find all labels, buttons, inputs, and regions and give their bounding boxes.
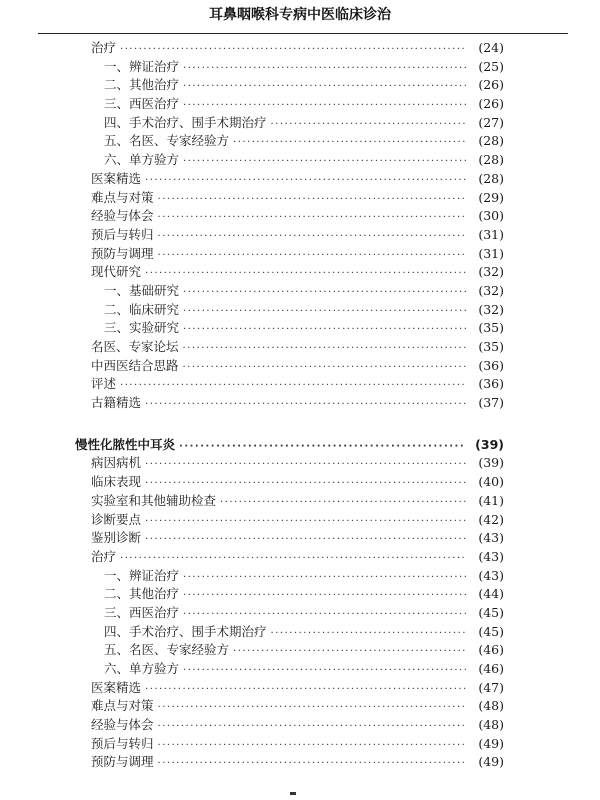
toc-entry[interactable]	[0, 623, 600, 642]
toc-entry-title: 评述	[91, 376, 117, 392]
toc-page-number: (43)	[478, 548, 504, 564]
toc-entry-title: 中西医结合思路	[91, 357, 179, 373]
toc-page-number: (29)	[478, 189, 504, 205]
toc-entry[interactable]	[0, 548, 600, 567]
toc-section-2	[0, 436, 600, 772]
toc-entry-title: 经验与体会	[91, 208, 154, 224]
toc-entry-title: 治疗	[91, 40, 117, 55]
toc-page-number: (32)	[478, 264, 504, 280]
page-title: 耳鼻咽喉科专病中医临床诊治	[209, 7, 391, 23]
toc-entry-title: 临床表现	[91, 474, 142, 490]
toc-page-number: (49)	[478, 754, 504, 770]
toc-entry[interactable]	[0, 357, 600, 376]
toc-entry-title: 六、单方验方	[104, 152, 180, 168]
toc-entry[interactable]	[0, 716, 600, 735]
toc-entry-title: 四、手术治疗、围手术期治疗	[104, 114, 267, 130]
toc-chapter-heading[interactable]	[0, 436, 600, 455]
toc-entry-title: 二、其他治疗	[104, 77, 180, 93]
toc-page-number: (43)	[478, 567, 504, 583]
toc-entry[interactable]	[0, 679, 600, 698]
toc-entry[interactable]	[0, 76, 600, 95]
toc-entry-title: 古籍精选	[91, 395, 142, 411]
toc-page-number: (31)	[478, 226, 504, 242]
toc-page-number: (43)	[478, 530, 504, 546]
toc-entry-title: 名医、专家论坛	[91, 339, 179, 354]
toc-entry[interactable]	[0, 338, 600, 357]
toc-entry[interactable]	[0, 245, 600, 264]
toc-page-number: (44)	[478, 586, 504, 602]
toc-page-number: (36)	[478, 376, 504, 392]
toc-entry[interactable]	[0, 226, 600, 245]
toc-page-number: (26)	[478, 77, 504, 93]
toc-page-number: (35)	[478, 320, 504, 336]
toc-entry-title: 治疗	[91, 548, 117, 564]
toc-entry-title: 预后与转归	[91, 226, 154, 242]
toc-page-number: (48)	[478, 698, 504, 714]
toc-page-number: (32)	[478, 301, 504, 317]
toc-entry[interactable]	[0, 454, 600, 473]
toc-entry[interactable]	[0, 207, 600, 226]
dot-leader	[158, 755, 466, 774]
section-gap	[0, 413, 600, 436]
toc-entry[interactable]	[0, 473, 600, 492]
toc-entry-title: 一、辨证治疗	[104, 58, 180, 74]
toc-entry-title: 医案精选	[91, 170, 142, 186]
toc-page-number: (31)	[478, 245, 504, 261]
toc-page-number: (28)	[478, 170, 504, 186]
toc-entry[interactable]	[0, 319, 600, 338]
toc-entry-title: 预后与转归	[91, 735, 154, 751]
toc-page-number: (27)	[478, 114, 504, 130]
toc-entry-title: 慢性化脓性中耳炎	[75, 436, 176, 452]
toc-page-number: (28)	[478, 152, 504, 168]
toc-entry-title: 现代研究	[91, 264, 142, 280]
toc-page-number: (39)	[478, 455, 504, 471]
toc-entry-title: 六、单方验方	[104, 661, 180, 676]
toc-entry[interactable]	[0, 95, 600, 114]
toc-entry[interactable]	[0, 660, 600, 679]
toc-page-number: (25)	[478, 58, 504, 74]
toc-page-number: (41)	[478, 492, 504, 508]
toc-entry-title: 二、其他治疗	[104, 586, 180, 602]
toc-page-number: (28)	[478, 133, 504, 149]
toc-entry[interactable]	[0, 132, 600, 151]
toc-entry[interactable]	[0, 375, 600, 394]
toc-entry[interactable]	[0, 263, 600, 282]
toc-entry-title: 鉴别诊断	[91, 530, 142, 546]
toc-entry[interactable]	[0, 529, 600, 548]
page-footer-mark	[290, 792, 296, 795]
toc-page-number: (24)	[478, 40, 504, 55]
toc-entry-title: 五、名医、专家经验方	[104, 642, 230, 658]
toc-entry[interactable]	[0, 301, 600, 320]
toc-entry-title: 三、西医治疗	[104, 604, 180, 620]
toc-entry-title: 预防与调理	[91, 754, 154, 770]
toc-entry-title: 难点与对策	[91, 189, 154, 205]
toc-page-number: (46)	[478, 661, 504, 676]
toc-page-number: (30)	[478, 208, 504, 224]
toc-entry[interactable]	[0, 39, 600, 58]
toc-entry[interactable]	[0, 492, 600, 511]
toc-entry-title: 医案精选	[91, 679, 142, 695]
toc-entry-title: 预防与调理	[91, 245, 154, 261]
header-divider	[38, 33, 568, 34]
toc-entry-title: 经验与体会	[91, 717, 154, 733]
toc-entry[interactable]	[0, 641, 600, 660]
toc-entry[interactable]	[0, 567, 600, 586]
toc-entry[interactable]	[0, 58, 600, 77]
toc-entry[interactable]	[0, 114, 600, 133]
toc-entry[interactable]	[0, 170, 600, 189]
toc-entry-title: 实验室和其他辅助检查	[91, 492, 217, 508]
toc-entry-title: 四、手术治疗、围手术期治疗	[104, 623, 267, 639]
toc-page-number: (36)	[478, 357, 504, 373]
toc-page-number: (32)	[478, 282, 504, 298]
toc-page-number: (35)	[478, 339, 504, 354]
toc-page-number: (48)	[478, 717, 504, 733]
toc-entry[interactable]	[0, 282, 600, 301]
toc-entry-title: 二、临床研究	[104, 301, 180, 317]
toc-entry-title: 难点与对策	[91, 698, 154, 714]
toc-page-number: (39)	[475, 436, 504, 452]
toc-entry[interactable]	[0, 735, 600, 754]
toc-page-number: (26)	[478, 96, 504, 112]
toc-entry-title: 三、西医治疗	[104, 96, 180, 112]
toc-entry[interactable]	[0, 511, 600, 530]
toc-entry-title: 一、辨证治疗	[104, 567, 180, 583]
toc-page-number: (47)	[478, 679, 504, 695]
toc-page-number: (40)	[478, 474, 504, 490]
toc-page-number: (46)	[478, 642, 504, 658]
toc-page-number: (45)	[478, 604, 504, 620]
toc-entry[interactable]	[0, 151, 600, 170]
toc-section-1	[0, 39, 600, 413]
toc-entry[interactable]	[0, 604, 600, 623]
toc-entry[interactable]	[0, 394, 600, 413]
toc-entry[interactable]	[0, 753, 600, 772]
dot-leader	[145, 396, 466, 415]
toc-page-number: (37)	[478, 395, 504, 411]
toc-entry-title: 三、实验研究	[104, 320, 180, 336]
toc-entry[interactable]	[0, 189, 600, 208]
toc-entry-title: 一、基础研究	[104, 282, 180, 298]
table-of-contents	[0, 39, 600, 772]
toc-entry[interactable]	[0, 585, 600, 604]
toc-entry[interactable]	[0, 697, 600, 716]
toc-entry-title: 诊断要点	[91, 511, 142, 527]
toc-entry-title: 五、名医、专家经验方	[104, 133, 230, 149]
toc-page-number: (49)	[478, 735, 504, 751]
toc-page-number: (42)	[478, 511, 504, 527]
toc-entry-title: 病因病机	[91, 455, 142, 471]
toc-page-number: (45)	[478, 623, 504, 639]
